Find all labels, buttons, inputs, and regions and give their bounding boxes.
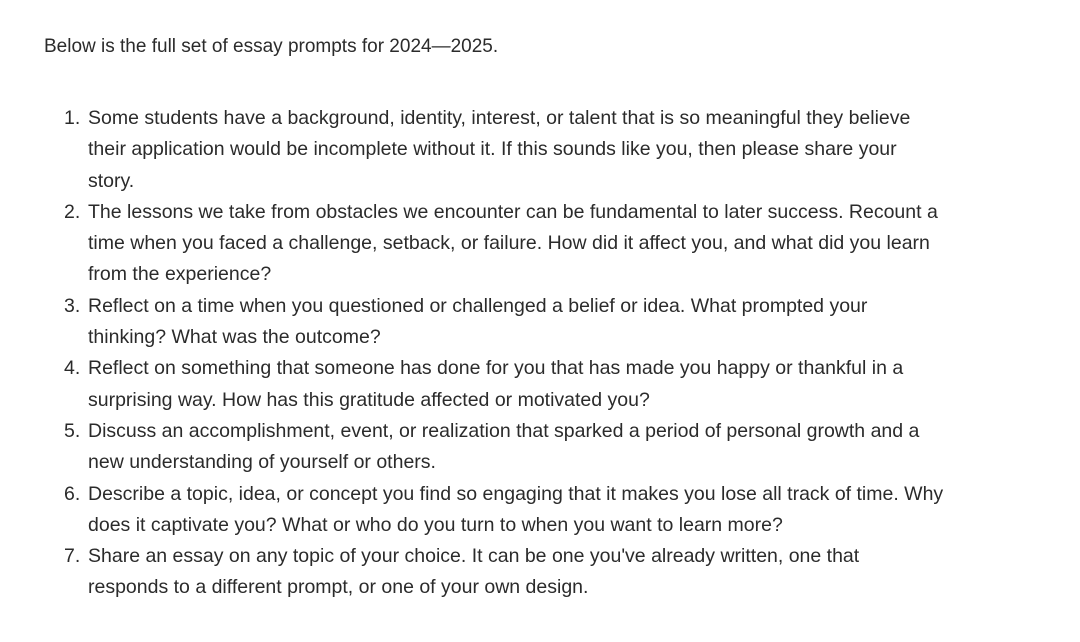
prompt-number: 7. — [64, 545, 81, 568]
prompt-number: 5. — [64, 419, 81, 442]
prompt-item — [64, 103, 944, 197]
prompt-item — [64, 479, 944, 542]
prompt-text: Describe a topic, idea, or concept you find so engaging that it makes you lose all track of time. Why does it captivate you? What or who do you turn to when you want to learn more? — [88, 482, 944, 536]
prompt-item — [64, 416, 944, 479]
prompt-number: 6. — [64, 482, 81, 505]
prompt-number: 2. — [64, 200, 81, 223]
prompt-item — [64, 541, 944, 604]
prompt-text: Reflect on something that someone has done for you that has made you happy or thankful in a surprising way. How has this gratitude affected or motivated you? — [88, 357, 904, 411]
prompt-item — [64, 353, 944, 416]
prompt-number: 1. — [64, 107, 81, 129]
prompt-text: Discuss an accomplishment, event, or realization that sparked a period of personal growth and a new understanding of yourself or others. — [88, 419, 920, 474]
intro-text: Below is the full set of essay prompts for 2024—2025. — [44, 36, 499, 57]
prompt-list — [44, 103, 944, 604]
prompt-item — [64, 197, 944, 291]
prompt-item — [64, 291, 944, 354]
prompt-number: 3. — [64, 294, 81, 317]
prompt-text: The lessons we take from obstacles we encounter can be fundamental to later success. Recount a time when you faced a challenge, setback, or failure. How did it affect you, and what did you learn from the experience? — [88, 200, 938, 286]
prompt-text: Share an essay on any topic of your choice. It can be one you've already written, one that responds to a different prompt, or one of your own design. — [88, 545, 860, 599]
prompt-text: Some students have a background, identity, interest, or talent that is so meaningful they believe their application would be incomplete without it. If this sounds like you, then please share your story. — [88, 107, 911, 192]
prompt-number: 4. — [64, 357, 81, 380]
prompt-text: Reflect on a time when you questioned or challenged a belief or idea. What prompted your thinking? What was the outcome? — [88, 294, 868, 349]
